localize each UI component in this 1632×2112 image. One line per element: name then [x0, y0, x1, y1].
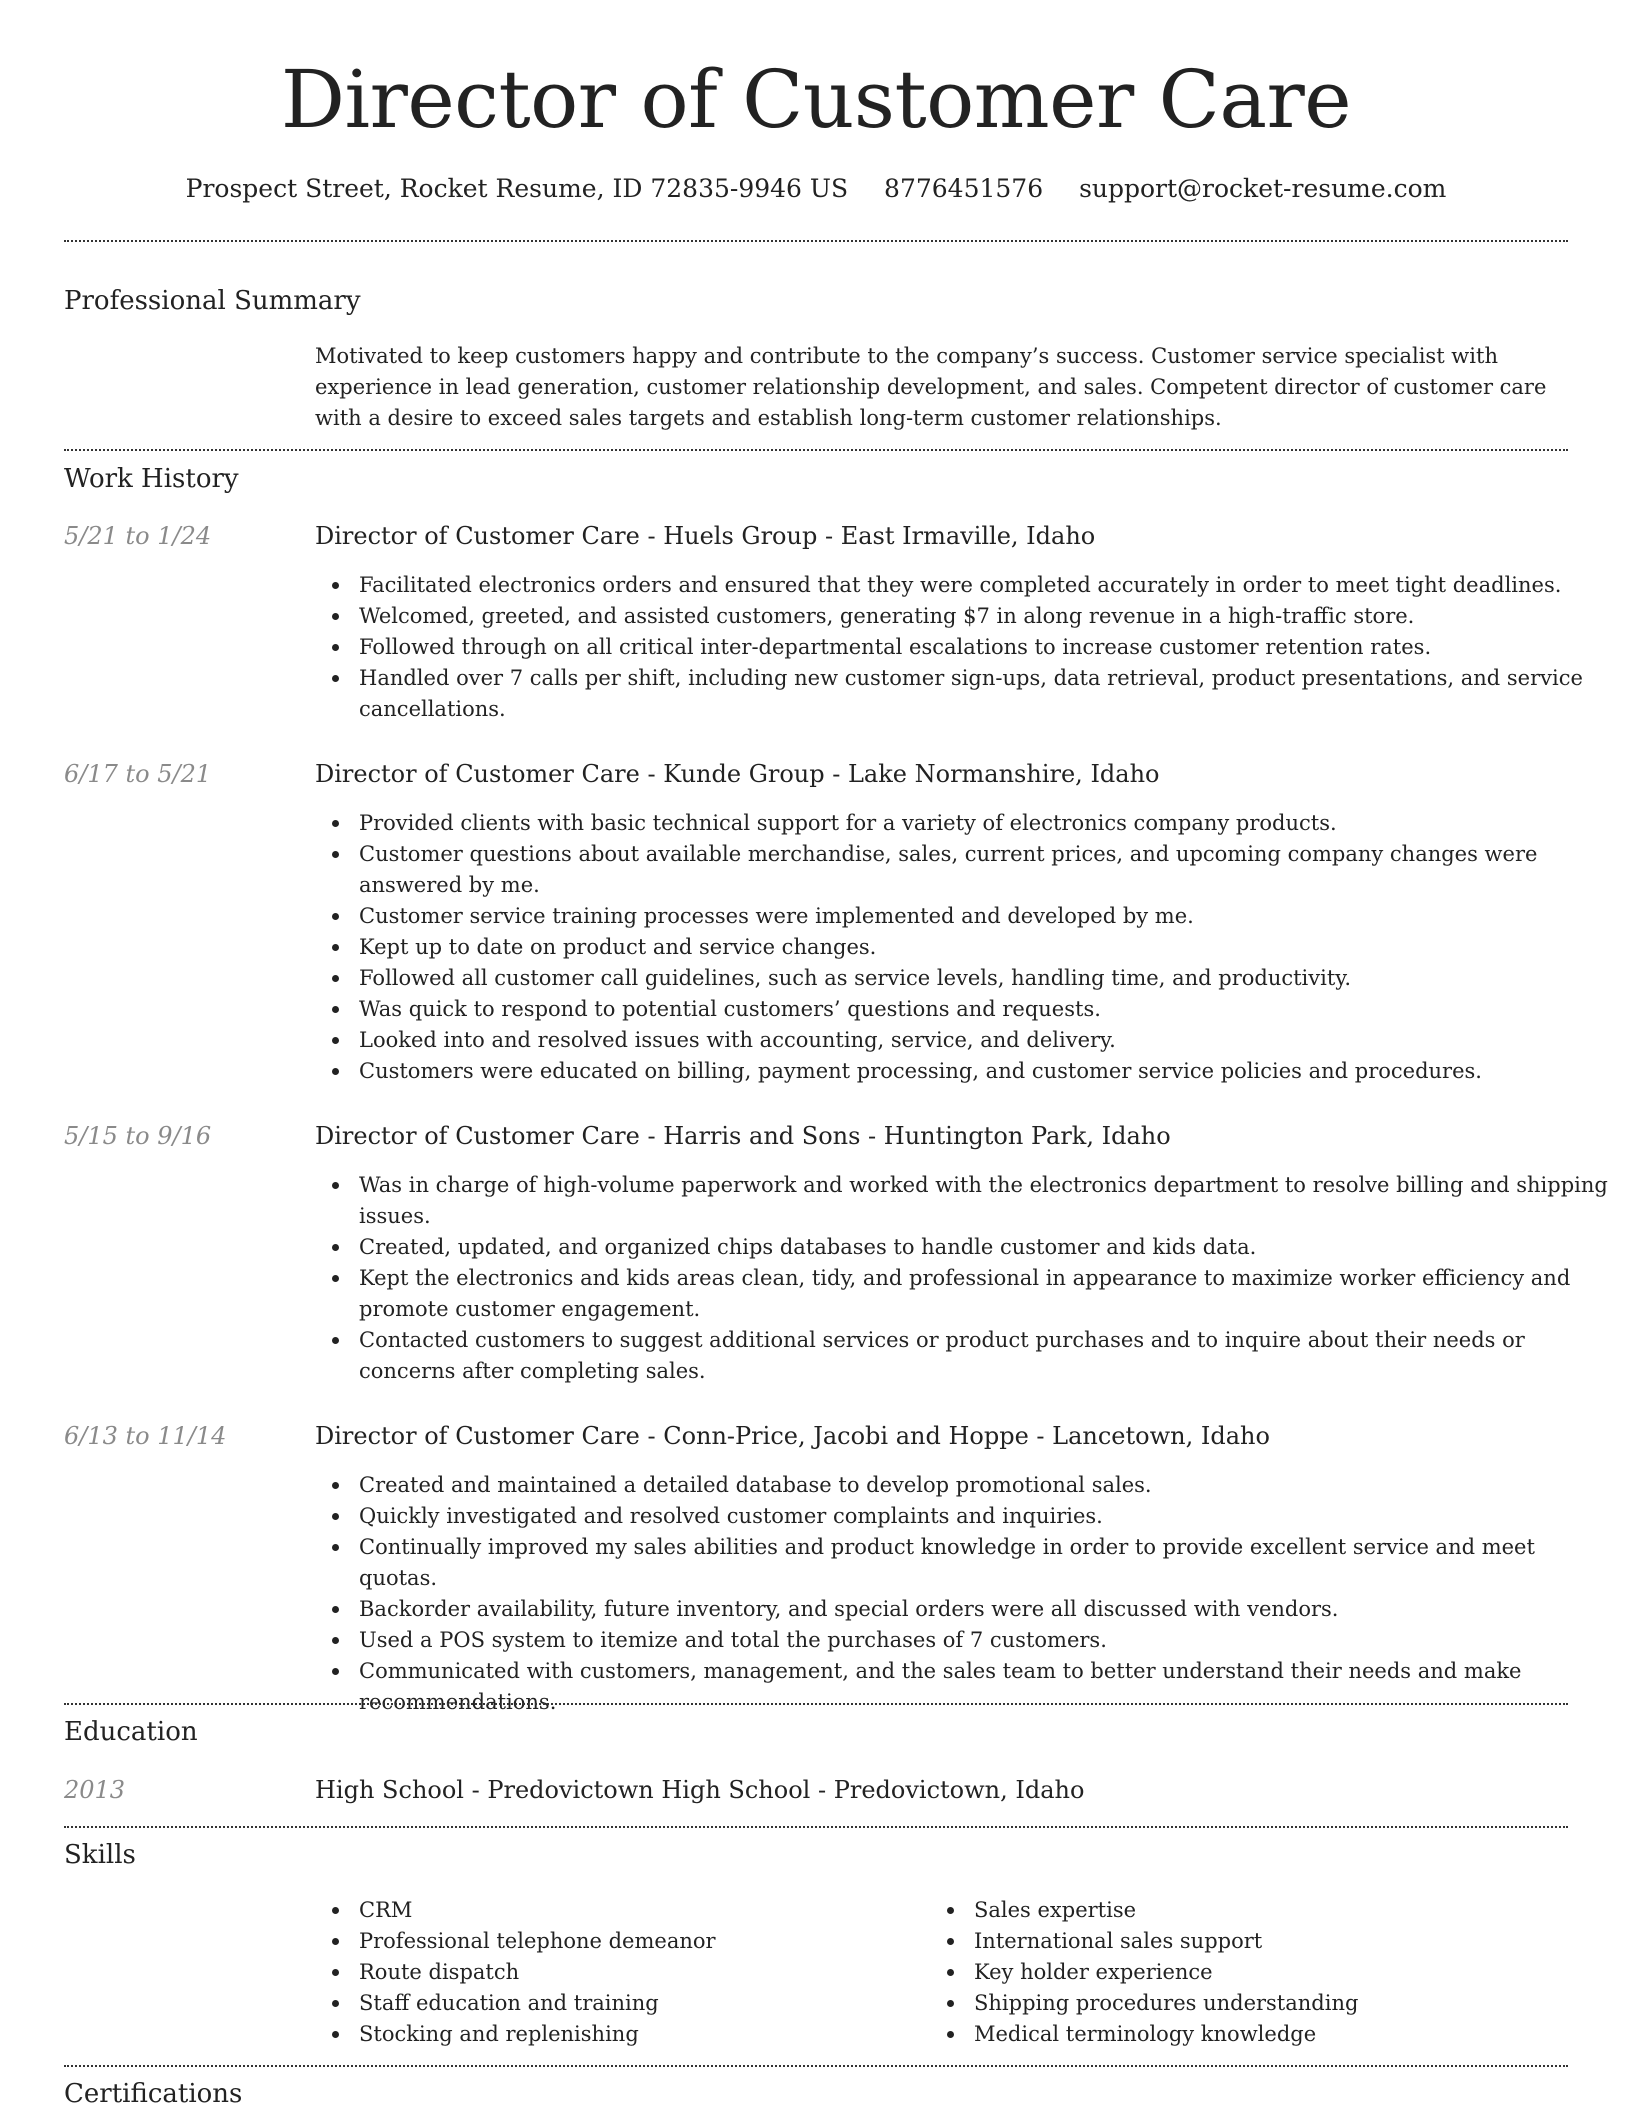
section-divider	[64, 449, 1568, 451]
list-item: Looked into and resolved issues with accounting, service, and delivery.	[359, 1025, 1609, 1056]
job-heading: Director of Customer Care - Conn-Price, Jacobi and Hoppe - Lancetown, Idaho	[315, 1422, 1270, 1450]
summary-section-title: Professional Summary	[64, 286, 361, 316]
list-item: Followed all customer call guidelines, such as service levels, handling time, and productivity.	[359, 963, 1609, 994]
list-item: Provided clients with basic technical support for a variety of electronics company products.	[359, 808, 1609, 839]
skills-section-title: Skills	[64, 1840, 136, 1870]
list-item: Key holder experience	[974, 1957, 1554, 1988]
section-divider	[64, 2065, 1568, 2067]
contact-address: Prospect Street, Rocket Resume, ID 72835-9946 US	[185, 174, 849, 203]
list-item: Was in charge of high-volume paperwork and worked with the electronics department to resolve billing and shipping issues.	[359, 1170, 1609, 1232]
job-bullet-list	[315, 570, 1609, 725]
education-year: 2013	[64, 1776, 126, 1804]
list-item: Created, updated, and organized chips databases to handle customer and kids data.	[359, 1232, 1609, 1263]
list-item: Kept the electronics and kids areas clean, tidy, and professional in appearance to maximize worker efficiency and promote customer engagement.	[359, 1263, 1609, 1325]
list-item: Welcomed, greeted, and assisted customers, generating $7 in along revenue in a high-traffic store.	[359, 601, 1609, 632]
list-item: Contacted customers to suggest additional services or product purchases and to inquire about their needs or concerns after completing sales.	[359, 1325, 1609, 1387]
list-item: Customer questions about available merchandise, sales, current prices, and upcoming company changes were answered by me.	[359, 839, 1609, 901]
job-dates: 6/17 to 5/21	[64, 760, 212, 788]
contact-email: support@rocket-resume.com	[1079, 174, 1447, 203]
job-dates: 6/13 to 11/14	[64, 1422, 227, 1450]
education-section-title: Education	[64, 1717, 198, 1747]
job-bullet-list	[315, 808, 1609, 1087]
list-item: Facilitated electronics orders and ensured that they were completed accurately in order to meet tight deadlines.	[359, 570, 1609, 601]
list-item: Staff education and training	[359, 1988, 939, 2019]
list-item: Customer service training processes were implemented and developed by me.	[359, 901, 1609, 932]
list-item: Sales expertise	[974, 1895, 1554, 1926]
skills-list-left	[315, 1895, 939, 2050]
job-heading: Director of Customer Care - Huels Group - East Irmaville, Idaho	[315, 522, 1096, 550]
list-item: Quickly investigated and resolved customer complaints and inquiries.	[359, 1501, 1609, 1532]
list-item: Medical terminology knowledge	[974, 2019, 1554, 2050]
list-item: Route dispatch	[359, 1957, 939, 1988]
list-item: International sales support	[974, 1926, 1554, 1957]
list-item: Kept up to date on product and service changes.	[359, 932, 1609, 963]
job-heading: Director of Customer Care - Kunde Group - Lake Normanshire, Idaho	[315, 760, 1160, 788]
job-dates: 5/15 to 9/16	[64, 1122, 212, 1150]
education-heading: High School - Predovictown High School - Predovictown, Idaho	[315, 1776, 1085, 1804]
list-item: Shipping procedures understanding	[974, 1988, 1554, 2019]
list-item: Followed through on all critical inter-departmental escalations to increase customer retention rates.	[359, 632, 1609, 663]
list-item: CRM	[359, 1895, 939, 1926]
list-item: Handled over 7 calls per shift, including new customer sign-ups, data retrieval, product presentations, and service cancellations.	[359, 663, 1609, 725]
section-divider	[64, 240, 1568, 242]
contact-line	[0, 172, 1632, 206]
job-bullet-list	[315, 1170, 1609, 1387]
certifications-section-title: Certifications	[64, 2079, 243, 2109]
summary-text: Motivated to keep customers happy and contribute to the company’s success. Customer service specialist with experience in lead generation, customer relationship development, and sales. Competent director of customer care with a desire to exceed sales targets and establish long-term customer relationships.	[315, 344, 1547, 430]
list-item: Used a POS system to itemize and total the purchases of 7 customers.	[359, 1625, 1609, 1656]
skills-list-right	[930, 1895, 1554, 2050]
list-item: Stocking and replenishing	[359, 2019, 939, 2050]
contact-phone: 8776451576	[884, 174, 1044, 203]
job-bullet-list	[315, 1470, 1609, 1718]
list-item: Created and maintained a detailed database to develop promotional sales.	[359, 1470, 1609, 1501]
list-item: Communicated with customers, management, and the sales team to better understand their needs and make recommendations.	[359, 1656, 1609, 1718]
section-divider	[64, 1703, 1568, 1705]
section-divider	[64, 1826, 1568, 1828]
list-item: Was quick to respond to potential customers’ questions and requests.	[359, 994, 1609, 1025]
job-heading: Director of Customer Care - Harris and Sons - Huntington Park, Idaho	[315, 1122, 1171, 1150]
list-item: Customers were educated on billing, payment processing, and customer service policies and procedures.	[359, 1056, 1609, 1087]
job-dates: 5/21 to 1/24	[64, 522, 212, 550]
work-section-title: Work History	[64, 464, 239, 494]
candidate-name: Director of Customer Care	[280, 53, 1352, 146]
list-item: Professional telephone demeanor	[359, 1926, 939, 1957]
list-item: Continually improved my sales abilities and product knowledge in order to provide excellent service and meet quotas.	[359, 1532, 1609, 1594]
list-item: Backorder availability, future inventory, and special orders were all discussed with vendors.	[359, 1594, 1609, 1625]
